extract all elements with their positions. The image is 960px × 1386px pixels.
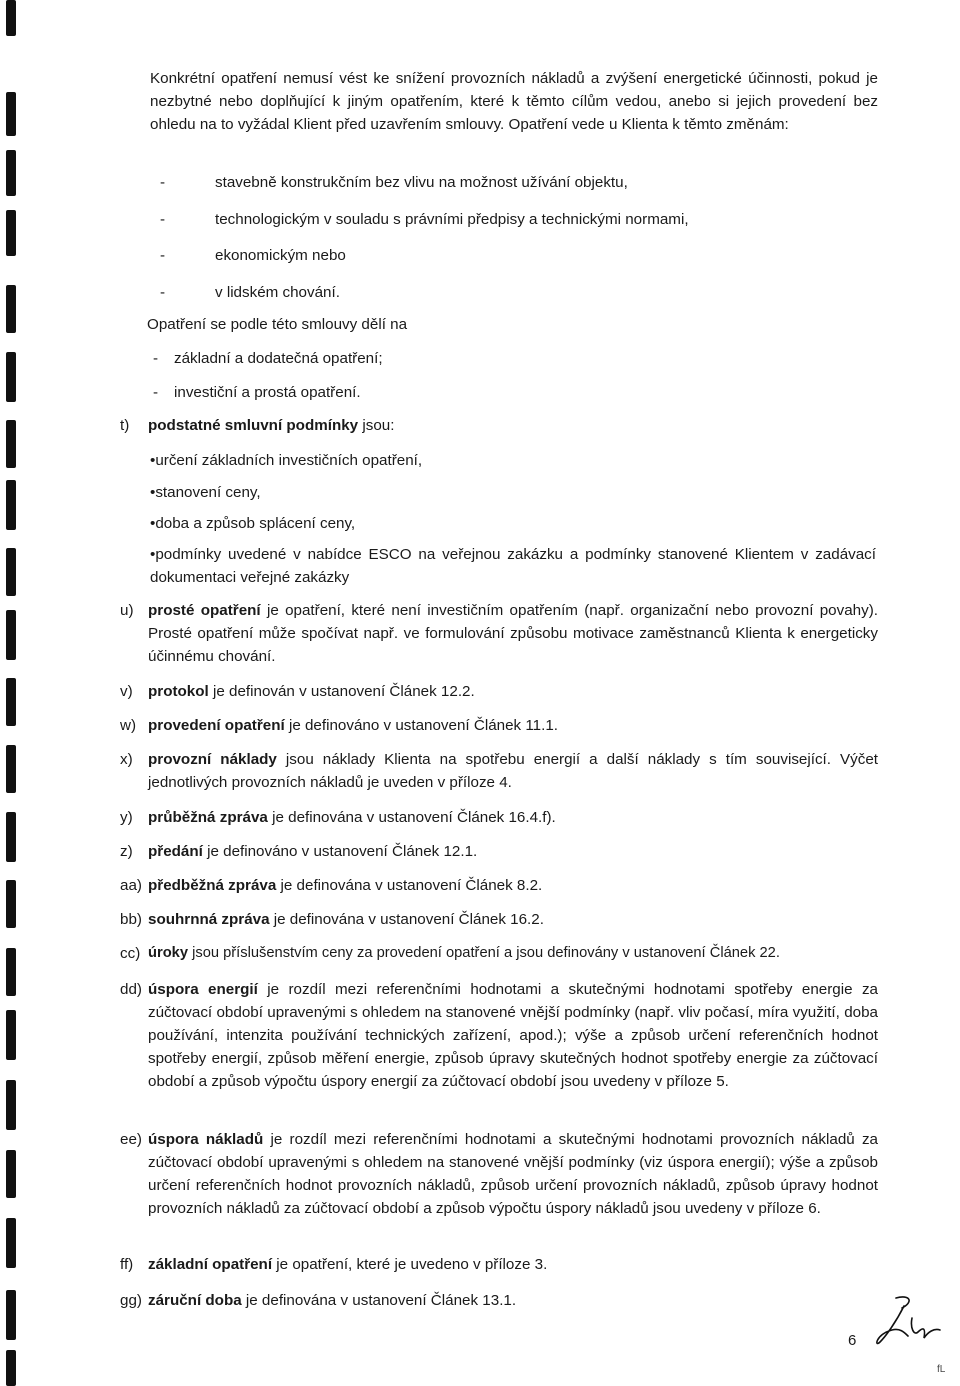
definition-label: aa) <box>120 877 142 894</box>
bullet-marker: • <box>150 515 156 532</box>
definition-x <box>120 748 876 796</box>
bullet-text: stanovení ceny, <box>155 484 261 501</box>
division-text: investiční a prostá opatření. <box>174 384 361 401</box>
bullet-text: určení základních investičních opatření, <box>155 452 423 469</box>
definition-text: je definována v ustanovení Článek 16.2. <box>269 911 544 928</box>
definition-text: je opatření, které není investičním opatřením (např. organizační nebo provozní povahy). Prosté opatření může spočívat např. ve formulování způsobu motivace zaměstnanců Klienta k energeticky účinnému chování. <box>148 602 878 665</box>
definition-label: y) <box>120 809 133 826</box>
dash-marker: - <box>153 384 159 401</box>
change-text: stavebně konstrukčním bez vlivu na možnost užívání objektu, <box>215 174 628 191</box>
definition-label: x) <box>120 751 133 768</box>
definition-term: předání <box>148 843 203 860</box>
bullet-text: podmínky uvedené v nabídce ESCO na veřejnou zakázku a podmínky stanovené Klientem v zadávací dokumentaci veřejné zakázky <box>150 546 876 586</box>
definition-v <box>120 680 876 704</box>
definition-term: základní opatření <box>148 1256 273 1273</box>
definition-cc <box>120 942 876 966</box>
definition-label: u) <box>120 602 134 619</box>
definition-term: provozní náklady <box>148 751 277 768</box>
bullet-marker: • <box>150 452 156 469</box>
definition-bb <box>120 908 876 932</box>
definition-u <box>120 599 876 669</box>
dash-marker: - <box>160 247 166 264</box>
bullet-item <box>150 449 422 472</box>
bullet-item <box>150 512 355 535</box>
dash-marker: - <box>160 174 166 191</box>
definition-term: prosté opatření <box>148 602 261 619</box>
definition-label: dd) <box>120 981 142 998</box>
bullet-item <box>150 481 261 504</box>
change-text: technologickým v souladu s právními předpisy a technickými normami, <box>215 211 689 228</box>
definition-dd <box>120 978 876 1118</box>
definition-label: w) <box>120 717 137 734</box>
bullet-text: doba a způsob splácení ceny, <box>155 515 356 532</box>
change-text: v lidském chování. <box>215 284 340 301</box>
definition-term: úspora energií <box>148 981 258 998</box>
definition-text: je definováno v ustanovení Článek 12.1. <box>202 843 478 860</box>
definition-gg <box>120 1289 876 1313</box>
definition-w <box>120 714 876 738</box>
definition-text: je definována v ustanovení Článek 16.4.f). <box>267 809 556 826</box>
definition-term: průběžná zpráva <box>148 809 268 826</box>
dash-marker: - <box>153 350 159 367</box>
definition-text: je definována v ustanovení Článek 13.1. <box>241 1292 517 1309</box>
intro-paragraph: Konkrétní opatření nemusí vést ke snížení provozních nákladů a zvýšení energetické účinnosti, pokud je nezbytné nebo doplňující k jiným opatřením, které k těmto cílům vedou, anebo si jejich provedení bez ohledu na to vyžádal Klient před uzavřením smlouvy. Opatření vede u Klienta k těmto změnám: <box>150 70 878 133</box>
page-number: 6 <box>848 1332 857 1349</box>
bullet-item-long <box>150 543 876 589</box>
definition-label: gg) <box>120 1292 142 1309</box>
definition-label: cc) <box>120 945 141 962</box>
definition-y <box>120 806 876 830</box>
definition-text: je rozdíl mezi referenčními hodnotami a skutečnými hodnotami provozních nákladů za zúčtovací období upravenými s ohledem na stanovené vnější podmínky (viz úspora energií); výše a způsob určení referenčních hodnot provozních nákladů, způsob určení provozních nákladů, způsob úpravy hodnot provozních nákladů za zúčtovací období a způsob výpočtu úspory nákladů jsou uvedeny v příloze 6. <box>148 1131 878 1217</box>
definition-label: ee) <box>120 1131 142 1148</box>
definition-term: úroky <box>148 945 188 961</box>
corner-mark: fL <box>937 1364 946 1375</box>
bullet-marker: • <box>150 484 156 501</box>
definition-term: úspora nákladů <box>148 1131 264 1148</box>
definition-text: je rozdíl mezi referenčními hodnotami a skutečnými hodnotami spotřeby energie za zúčtovací období upravenými s ohledem na stanovené vnější podmínky (např. vliv počasí, míra využití, doba používání, intenzita používání technických zařízení, apod.); výše a způsob určení referenčních hodnot spotřeby energií, způsob měření energie, způsob úpravy skutečných hodnot spotřeby energie za zúčtovací období a způsob výpočtu úspory energií za zúčtovací období jsou uvedeny v příloze 5. <box>148 981 878 1090</box>
definition-text: je definována v ustanovení Článek 8.2. <box>276 877 543 894</box>
definition-text: je definován v ustanovení Článek 12.2. <box>208 683 475 700</box>
definition-ff <box>120 1253 876 1277</box>
definition-term: provedení opatření <box>148 717 285 734</box>
definition-ee <box>120 1128 876 1248</box>
definition-label: ff) <box>120 1256 134 1273</box>
definition-term: záruční doba <box>148 1292 242 1309</box>
dash-marker: - <box>160 284 166 301</box>
definition-text: jsou: <box>358 417 395 434</box>
definition-term: protokol <box>148 683 209 700</box>
signature-initials <box>866 1292 946 1352</box>
division-lead: Opatření se podle této smlouvy dělí na <box>147 316 408 333</box>
definition-label: bb) <box>120 911 142 928</box>
dash-marker: - <box>160 211 166 228</box>
definition-t <box>120 414 876 438</box>
definition-aa <box>120 874 876 898</box>
definition-text: je definováno v ustanovení Článek 11.1. <box>284 717 558 734</box>
division-text: základní a dodatečná opatření; <box>174 350 383 367</box>
definition-text: jsou příslušenstvím ceny za provedení opatření a jsou definovány v ustanovení Článek 22. <box>188 945 780 961</box>
definition-text: je opatření, které je uvedeno v příloze 3. <box>272 1256 548 1273</box>
definition-z <box>120 840 876 864</box>
bullet-marker: • <box>150 546 156 563</box>
definition-label: z) <box>120 843 133 860</box>
definition-term: podstatné smluvní podmínky <box>148 417 359 434</box>
definition-text: jsou náklady Klienta na spotřebu energií a další náklady s tím související. Výčet jednotlivých provozních nákladů je uveden v příloze 4. <box>148 751 878 791</box>
definition-label: v) <box>120 683 133 700</box>
change-text: ekonomickým nebo <box>215 247 346 264</box>
definition-term: souhrnná zpráva <box>148 911 270 928</box>
definition-label: t) <box>120 417 130 434</box>
definition-term: předběžná zpráva <box>148 877 277 894</box>
